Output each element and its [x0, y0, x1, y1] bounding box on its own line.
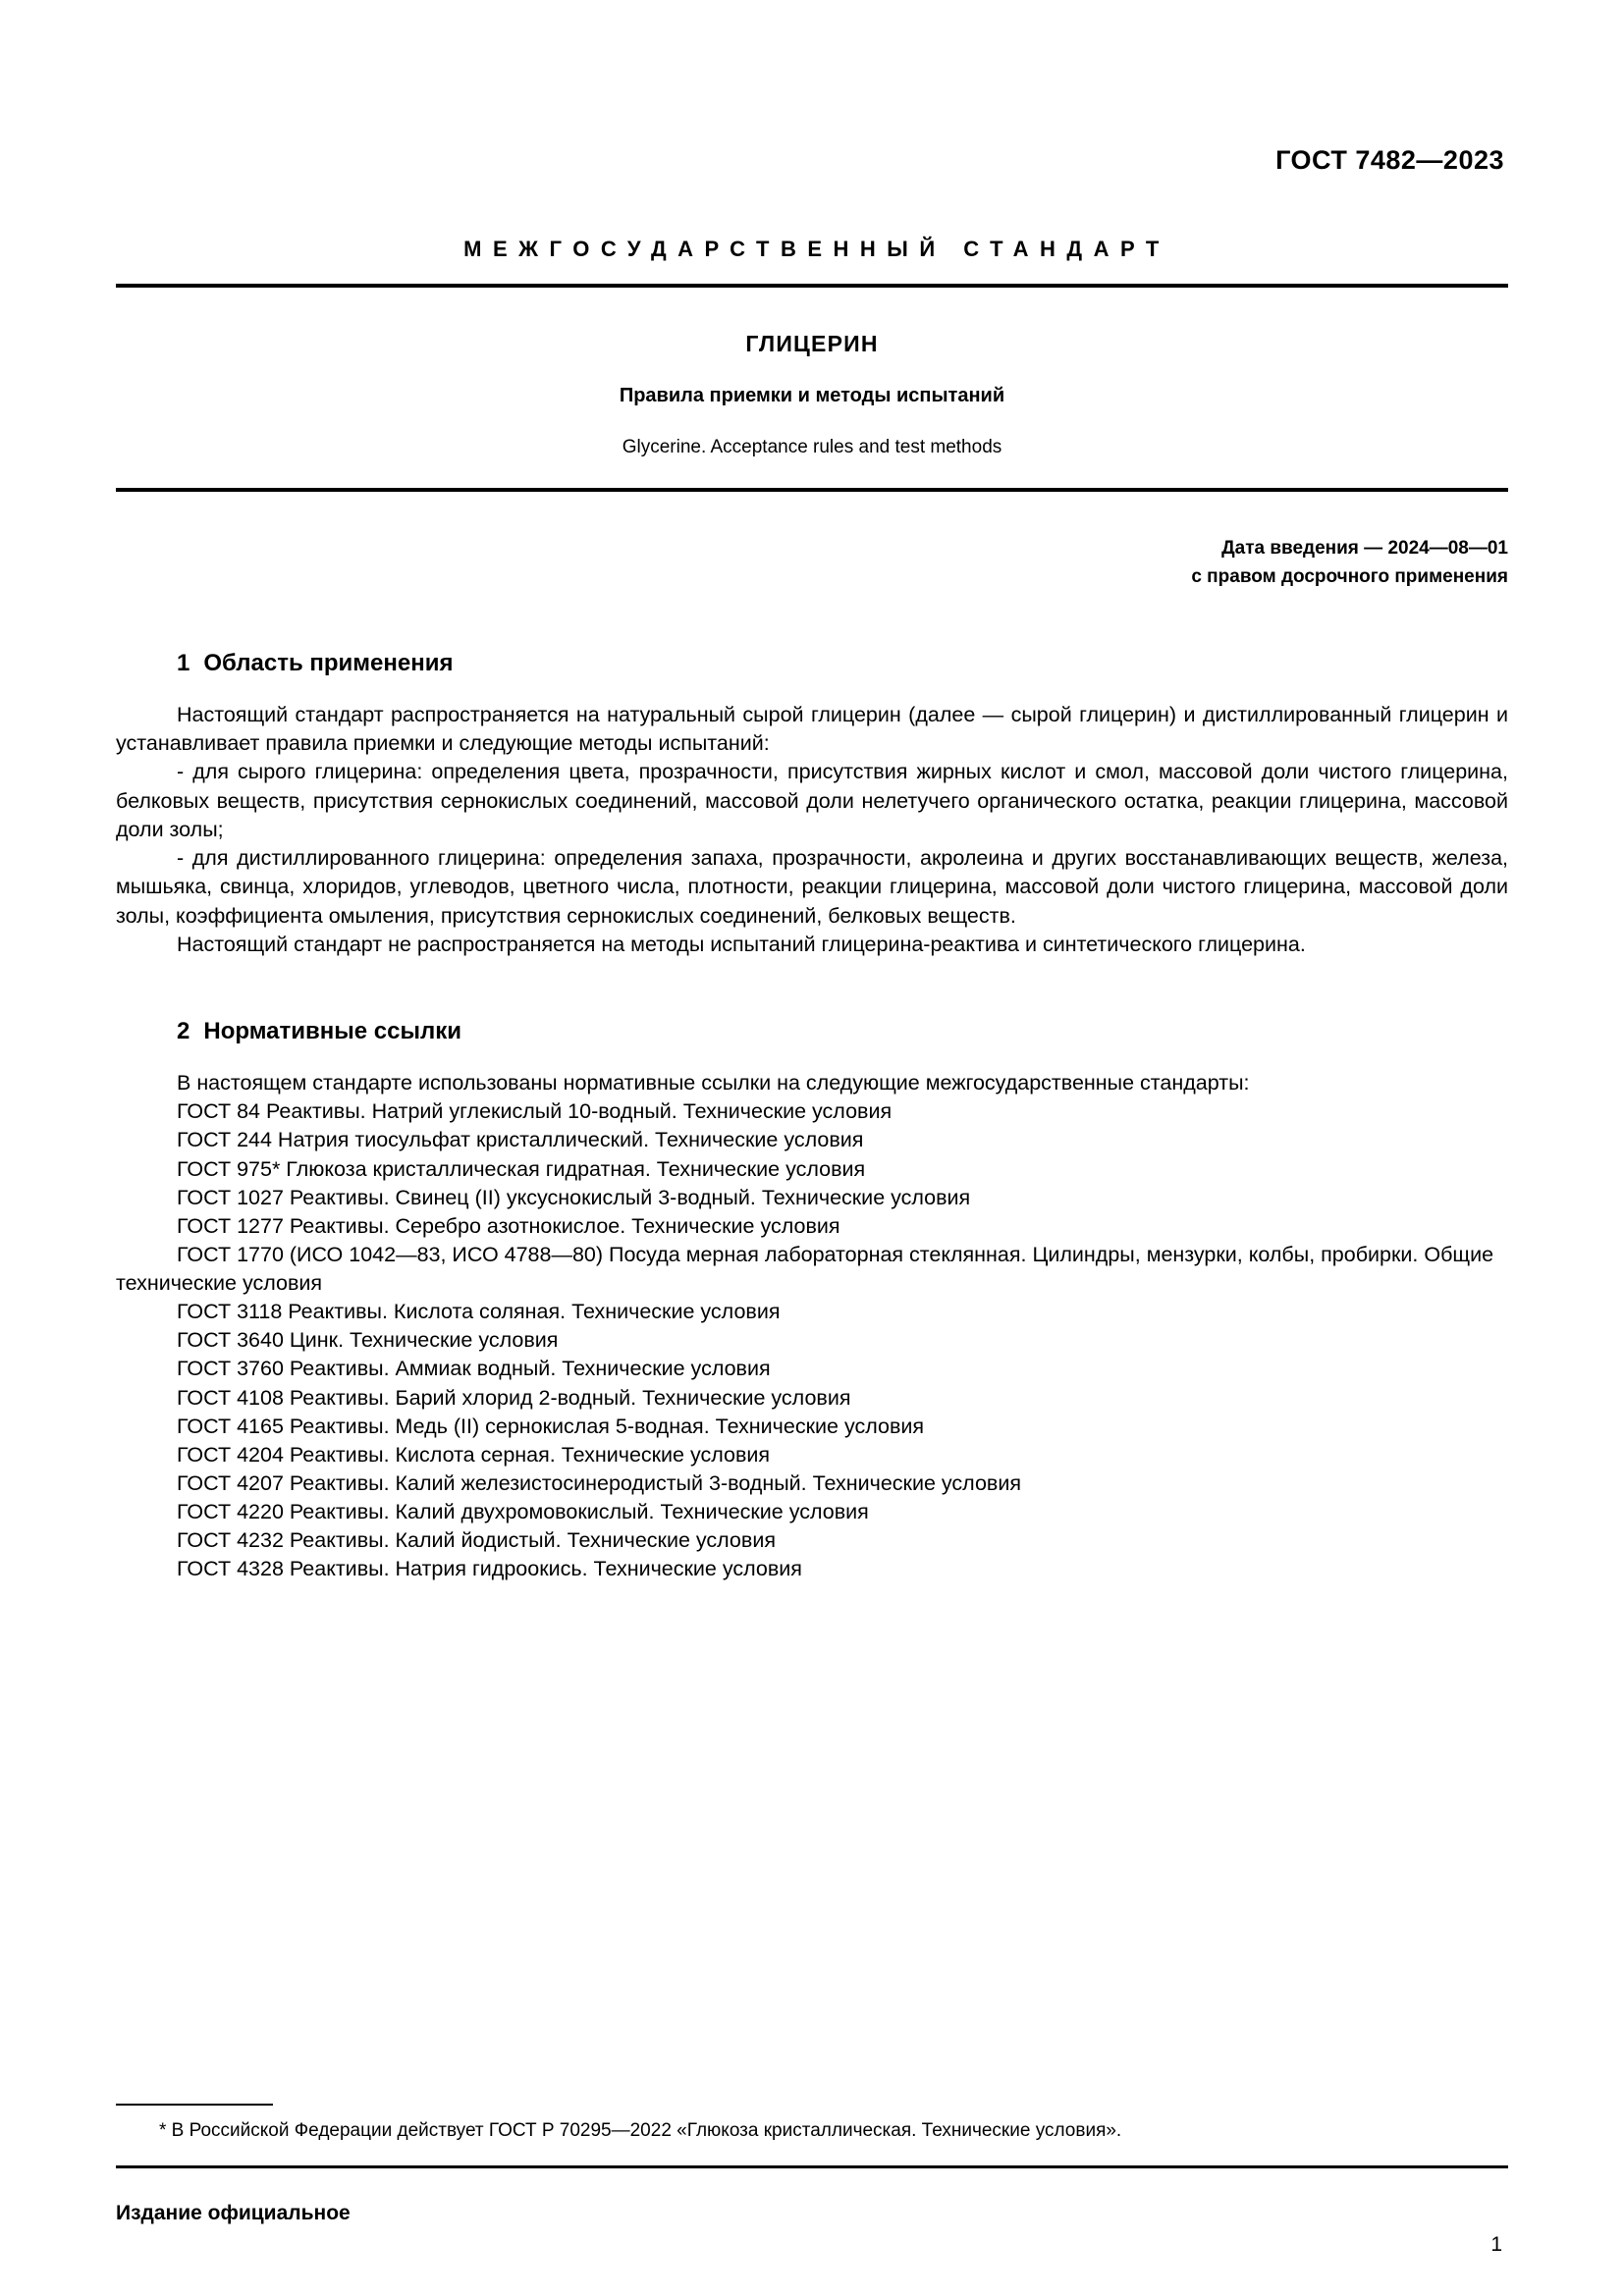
list-item: ГОСТ 4108 Реактивы. Барий хлорид 2-водный. Технические условия: [177, 1385, 851, 1410]
list-item: ГОСТ 4165 Реактивы. Медь (II) сернокислая 5-водная. Технические условия: [177, 1414, 925, 1438]
reference-standards-list: [116, 1097, 1508, 1583]
standard-type-line: МЕЖГОСУДАРСТВЕННЫЙ СТАНДАРТ: [463, 237, 1170, 261]
scope-paragraph-2: - для сырого глицерина: определения цвета, прозрачности, присутствия жирных кислот и смол, массовой доли чистого глицерина, белковых веществ, присутствия сернокислых соединений, массовой доли нелетучего органического остатка, реакции глицерина, массовой доли золы;: [116, 760, 1508, 841]
title-block: [116, 331, 1508, 458]
document-title-english: Glycerine. Acceptance rules and test methods: [622, 437, 1002, 457]
list-item: ГОСТ 4328 Реактивы. Натрия гидроокись. Технические условия: [177, 1557, 802, 1581]
section-number-2: 2: [177, 1018, 190, 1045]
footnote-text: * В Российской Федерации действует ГОСТ Р 70295—2022 «Глюкоза кристаллическая. Технические условия».: [159, 2120, 1122, 2142]
scope-paragraph-4: Настоящий стандарт не распространяется на методы испытаний глицерина-реактива и синтетического глицерина.: [177, 932, 1306, 956]
list-item: ГОСТ 4232 Реактивы. Калий йодистый. Технические условия: [177, 1528, 776, 1553]
list-item: ГОСТ 4220 Реактивы. Калий двухромовокислый. Технические условия: [177, 1500, 869, 1524]
official-edition-label: Издание официальное: [116, 2202, 351, 2224]
references-intro: В настоящем стандарте использованы нормативные ссылки на следующие межгосударственные стандарты:: [177, 1071, 1250, 1095]
divider-below-title: [116, 488, 1508, 492]
section-heading-references: [177, 1018, 1508, 1045]
page-number: 1: [1490, 2233, 1502, 2256]
section-title-1: Область применения: [203, 650, 454, 676]
document-subtitle: Правила приемки и методы испытаний: [619, 385, 1005, 406]
document-title: ГЛИЦЕРИН: [745, 331, 879, 356]
scope-paragraph-3: - для дистиллированного глицерина: определения запаха, прозрачности, акролеина и других восстанавливающих веществ, железа, мышьяка, свинца, хлоридов, углеводов, цветного числа, плотности, реакции глицерина, массовой доли чистого глицерина, массовой доли золы, коэффициента омыления, присутствия сернокислых соединений, белковых веществ.: [116, 846, 1508, 928]
section-number-1: 1: [177, 650, 190, 676]
scope-paragraph-1: Настоящий стандарт распространяется на натуральный сырой глицерин (далее — сырой глицерин) и дистиллированный глицерин и устанавливает правила приемки и следующие методы испытаний:: [116, 703, 1508, 756]
introduction-date: [116, 535, 1508, 591]
list-item: ГОСТ 3118 Реактивы. Кислота соляная. Технические условия: [177, 1300, 781, 1324]
footnote-divider: [116, 2104, 273, 2106]
list-item: ГОСТ 84 Реактивы. Натрий углекислый 10-водный. Технические условия: [177, 1099, 893, 1124]
footer-divider: [116, 2165, 1508, 2168]
list-item: ГОСТ 1277 Реактивы. Серебро азотнокислое. Технические условия: [177, 1213, 840, 1238]
list-item: ГОСТ 4207 Реактивы. Калий железистосинеродистый 3-водный. Технические условия: [177, 1470, 1021, 1495]
list-item: ГОСТ 1770 (ИСО 1042—83, ИСО 4788—80) Посуда мерная лабораторная стеклянная. Цилиндры, мензурки, колбы, пробирки. Общие технические условия: [116, 1242, 1494, 1296]
list-item: ГОСТ 1027 Реактивы. Свинец (II) уксуснокислый 3-водный. Технические условия: [177, 1185, 971, 1209]
list-item: ГОСТ 3640 Цинк. Технические условия: [177, 1328, 559, 1353]
introduction-date-line1: Дата введения — 2024—08—01: [1221, 538, 1508, 559]
divider-top: [116, 284, 1508, 288]
section-heading-scope: [177, 650, 1508, 677]
list-item: ГОСТ 4204 Реактивы. Кислота серная. Технические условия: [177, 1442, 771, 1467]
list-item: ГОСТ 244 Натрия тиосульфат кристаллический. Технические условия: [177, 1128, 864, 1152]
list-item: ГОСТ 3760 Реактивы. Аммиак водный. Технические условия: [177, 1357, 771, 1381]
footnote-block: [116, 2104, 1508, 2144]
document-code: ГОСТ 7482—2023: [1275, 145, 1504, 175]
list-item: ГОСТ 975* Глюкоза кристаллическая гидратная. Технические условия: [177, 1156, 866, 1181]
section-title-2: Нормативные ссылки: [203, 1018, 461, 1045]
introduction-date-line2: с правом досрочного применения: [1191, 565, 1508, 587]
